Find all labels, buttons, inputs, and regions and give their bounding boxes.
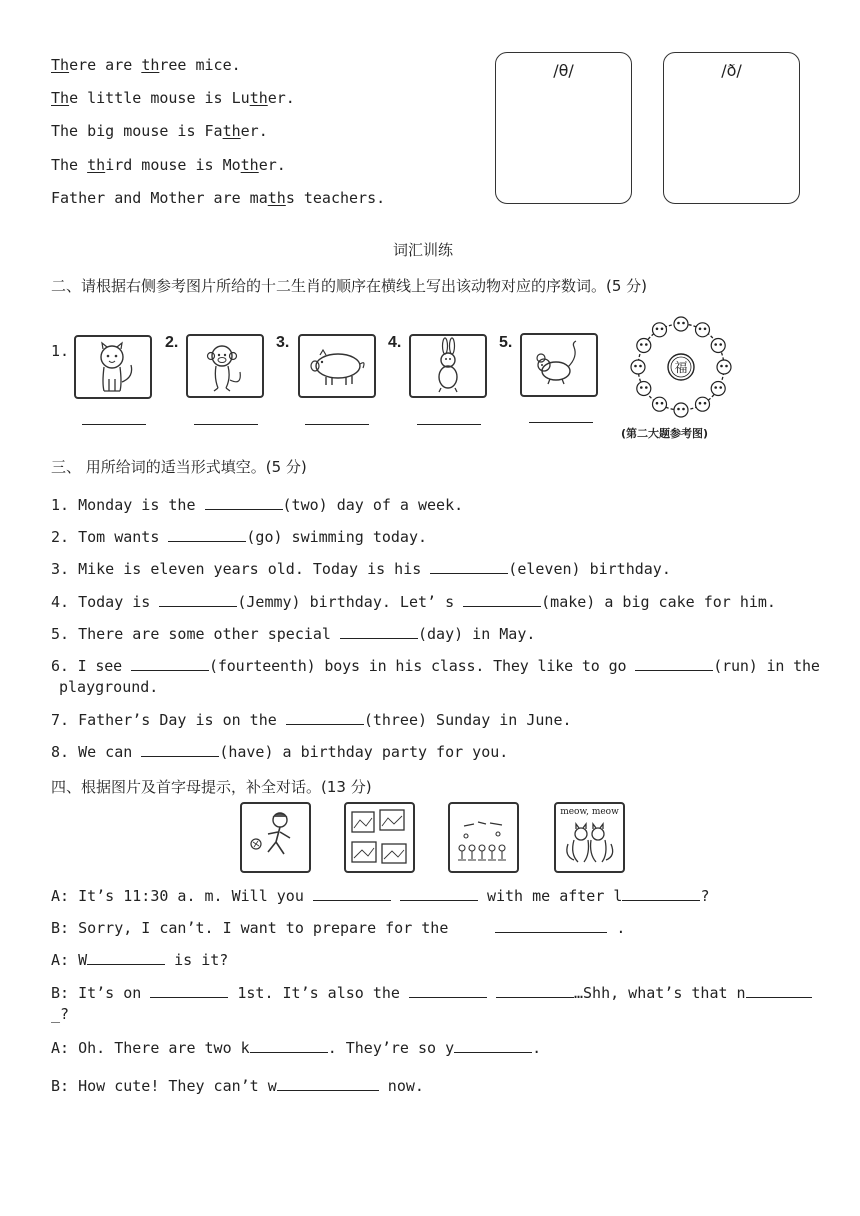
sentence-text: ird mouse is Mo (105, 156, 241, 174)
blank-q6b[interactable] (635, 656, 713, 671)
sentence-text: The big mouse is Fa (51, 122, 223, 140)
blank-d4a[interactable] (150, 983, 228, 998)
blank-q5[interactable] (340, 624, 418, 639)
zodiac-animal-icon (711, 339, 725, 353)
blank-d2[interactable] (495, 918, 607, 933)
sentence-text: ere are (69, 56, 142, 74)
phoneme-label-theta: /θ/ (553, 61, 574, 80)
reference-caption: (第二大题参考图) (621, 427, 709, 440)
underlined-digraph: th (222, 122, 241, 140)
blank-d3[interactable] (87, 950, 165, 965)
kittens-caption: meow, meow (560, 807, 619, 817)
sentence-text: ree mice. (159, 56, 241, 74)
blank-d1b[interactable] (400, 886, 478, 901)
part2-heading: 二、请根据右侧参考图片所给的十二生肖的顺序在横线上写出该动物对应的序数词。(5 分) (51, 277, 648, 295)
phonics-line-1 (51, 56, 241, 74)
blank-q7[interactable] (286, 710, 364, 725)
underlined-digraph: Th (51, 89, 70, 107)
soccer-boy-icon (240, 802, 311, 873)
blank-d1a[interactable] (313, 886, 391, 901)
blank-q8[interactable] (141, 742, 219, 757)
crowd-icon (448, 802, 519, 873)
zodiac-animal-icon (653, 397, 667, 411)
mouse-icon (520, 333, 598, 397)
underlined-digraph: th (249, 89, 268, 107)
tiger-icon (74, 335, 152, 399)
question-7: 7. Father’s Day is on the (three) Sunday in June. (51, 711, 572, 729)
blank-q3[interactable] (430, 559, 508, 574)
dialogue-line-6: B: How cute! They can’t w now. (51, 1077, 424, 1095)
rabbit-icon (409, 334, 487, 398)
blank-q4a[interactable] (159, 592, 237, 607)
picture-frames-icon (344, 802, 415, 873)
part4-heading: 四、根据图片及首字母提示，补全对话。(13 分) (51, 778, 372, 796)
zodiac-animal-icon (696, 323, 710, 337)
sentence-text: er. (258, 156, 286, 174)
zodiac-animal-icon (674, 403, 688, 417)
question-1: 1. Monday is the (two) day of a week. (51, 496, 464, 514)
question-5: 5. There are some other special (day) in May. (51, 625, 536, 643)
answer-line-2[interactable] (194, 424, 258, 425)
sentence-text: Father and Mother are ma (51, 189, 268, 207)
dialogue-line-2: B: Sorry, I can’t. I want to prepare for the . (51, 919, 626, 937)
zodiac-reference-image (618, 313, 744, 421)
blank-d6[interactable] (277, 1076, 379, 1091)
question-3: 3. Mike is eleven years old. Today is his (eleven) birthday. (51, 560, 671, 578)
reference-center-text: 福 (674, 361, 688, 376)
zodiac-animal-icon (653, 323, 667, 337)
blank-q2[interactable] (168, 527, 246, 542)
zodiac-animal-icon (711, 382, 725, 396)
question-6-continued: playground. (59, 678, 159, 696)
zodiac-animal-icon (637, 339, 651, 353)
zodiac-animal-icon (631, 360, 645, 374)
phonics-line-3 (51, 122, 268, 140)
zodiac-animal-icon (717, 360, 731, 374)
part3-heading: 三、 用所给词的适当形式填空。(5 分) (51, 458, 307, 476)
phonics-line-5 (51, 189, 385, 207)
question-4: 4. Today is (Jemmy) birthday. Let’ s (make) a big cake for him. (51, 593, 776, 611)
dialogue-line-5: A: Oh. There are two k . They’re so y . (51, 1039, 542, 1057)
question-2: 2. Tom wants (go) swimming today. (51, 528, 428, 546)
blank-q4b[interactable] (463, 592, 541, 607)
dialogue-line-1: A: It’s 11:30 a. m. Will you with me after l ? (51, 887, 710, 905)
item-number-3: 3. (276, 334, 290, 351)
zodiac-animal-icon (637, 382, 651, 396)
answer-line-4[interactable] (417, 424, 481, 425)
sentence-text: e little mouse is Lu (69, 89, 250, 107)
dialogue-line-4-continued: _? (51, 1005, 70, 1023)
underlined-digraph: Th (51, 56, 70, 74)
pig-icon (298, 334, 376, 398)
blank-d4b[interactable] (409, 983, 487, 998)
underlined-digraph: th (141, 56, 160, 74)
item-number-4: 4. (388, 334, 402, 351)
answer-line-3[interactable] (305, 424, 369, 425)
dialogue-line-4: B: It’s on 1st. It’s also the …Shh, what’s that n (51, 983, 812, 1002)
blank-q1[interactable] (205, 495, 283, 510)
blank-d5b[interactable] (454, 1038, 532, 1053)
answer-line-5[interactable] (529, 422, 593, 423)
sentence-text: s teachers. (285, 189, 386, 207)
answer-line-1[interactable] (82, 424, 146, 425)
sentence-text: er. (267, 89, 295, 107)
sentence-text: The (51, 156, 88, 174)
blank-q6a[interactable] (131, 656, 209, 671)
phonics-line-4 (51, 156, 286, 174)
item-number-2: 2. (165, 334, 179, 351)
phoneme-box-eth (663, 52, 800, 204)
underlined-digraph: th (267, 189, 286, 207)
phoneme-label-eth: /ð/ (721, 61, 742, 80)
blank-d5a[interactable] (250, 1038, 328, 1053)
item-number-1: 1. (51, 342, 70, 360)
monkey-icon (186, 334, 264, 398)
blank-d4c[interactable] (496, 983, 574, 998)
question-8: 8. We can (have) a birthday party for you. (51, 743, 509, 761)
kittens-icon (554, 802, 625, 873)
item-number-5: 5. (499, 334, 513, 351)
sentence-text: er. (240, 122, 268, 140)
question-6: 6. I see (fourteenth) boys in his class. They like to go (run) in the (51, 657, 820, 675)
phonics-line-2 (51, 89, 295, 107)
section-title: 词汇训练 (393, 241, 454, 259)
dialogue-line-3: A: W is it? (51, 951, 229, 969)
zodiac-animal-icon (674, 317, 688, 331)
blank-d1c[interactable] (622, 886, 700, 901)
phoneme-box-theta (495, 52, 632, 204)
zodiac-animal-icon (696, 397, 710, 411)
blank-d4d[interactable] (746, 983, 812, 998)
underlined-digraph: th (240, 156, 259, 174)
underlined-digraph: th (87, 156, 106, 174)
